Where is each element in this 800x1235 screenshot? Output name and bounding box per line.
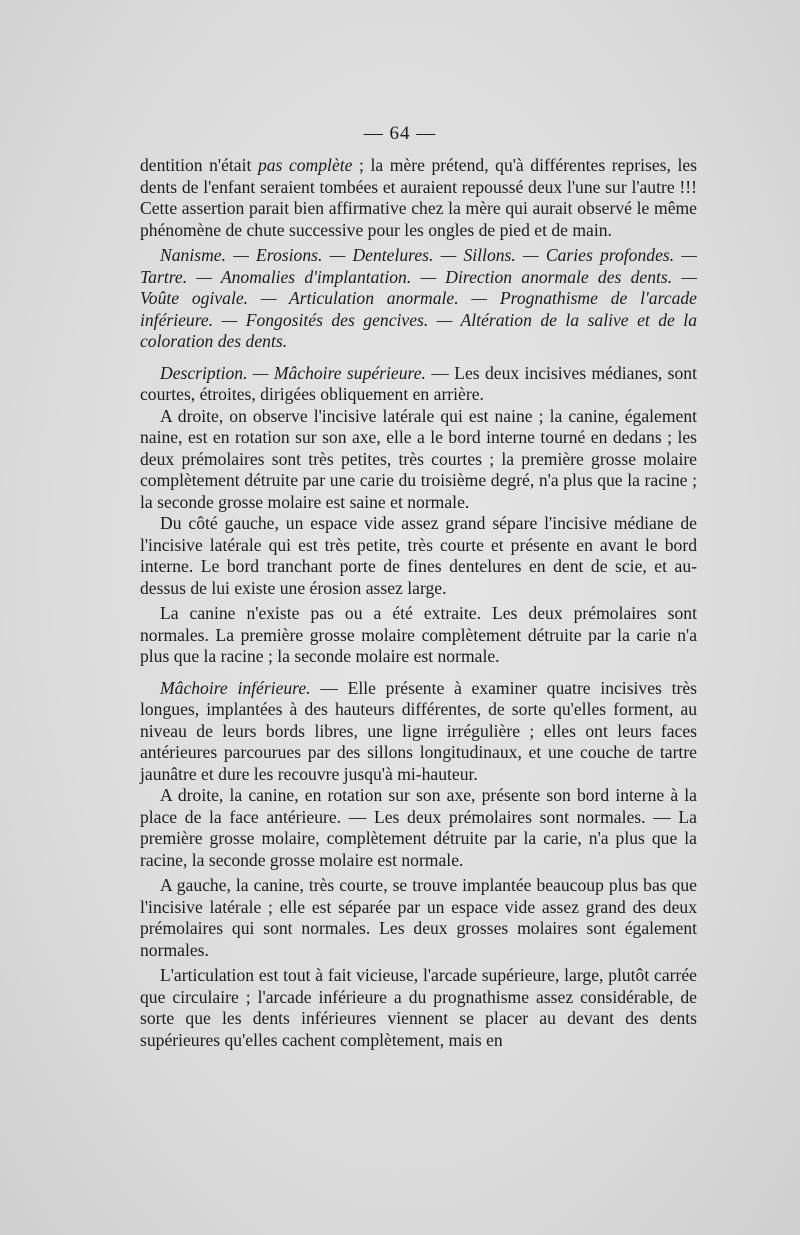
paragraph-symptoms: [140, 245, 697, 353]
text-run: dentition n'était: [140, 155, 258, 175]
text-run: A droite, on observe l'incisive latérale qui est naine ; la canine, également naine, est en rotation sur son axe, elle a le bord interne tourné en dedans ; les deux prémolaires sont très petites, très courtes ; la première grosse molaire complètement détruite par une carie du troisième degré, n'a plus que la racine ; la seconde grosse molaire est saine et normale.: [140, 405, 697, 512]
text-run: A gauche, la canine, très courte, se trouve implantée beaucoup plus bas que l'incisive latérale ; elle est séparée par un espace vide assez grand des deux prémolaires qui sont normales. Les deux grosses molaires sont également normales.: [140, 875, 697, 960]
paragraph-lower-left: [140, 875, 697, 961]
paragraph-description: [140, 363, 697, 406]
paragraph-upper-right: [140, 406, 697, 514]
italic-run: Nanisme. — Erosions. — Dentelures. — Sillons. — Caries profondes. — Tartre. — Anomalies d'implantation. — Direction anormale des dents. — Voûte ogivale. — Articulation anormale. — Prognathisme de l'arcade inférieure. — Fongosités des gencives. — Altération de la salive et de la coloration des dents.: [140, 245, 697, 351]
text-run: — Elle présente à examiner quatre incisives très longues, implantées à des hauteurs différentes, de sorte qu'elles forment, au niveau de leurs bords libres, une ligne irrégulière ; elles ont leurs faces antérieures parcourues par des sillons longitudinaux, et une couche de tartre jaunâtre et dure les recouvre jusqu'à mi-hauteur.: [140, 677, 697, 784]
text-run: La canine n'existe pas ou a été extraite. Les deux prémolaires sont normales. La première grosse molaire complètement détruite par la carie n'a plus que la racine ; la seconde molaire est normale.: [140, 603, 697, 666]
paragraph-articulation: [140, 965, 697, 1051]
paragraph-upper-left: [140, 513, 697, 599]
text-run: ; la mère prétend, qu'à différentes reprises, les dents de l'enfant seraient tombées et auraient repoussé deux l'une sur l'autre !!! Cette assertion parait bien affirmative chez la mère qui aurait observé le même phénomène de chute successive pour les ongles de pied et de main.: [140, 155, 697, 240]
text-run: Du côté gauche, un espace vide assez grand sépare l'incisive médiane de l'incisive latérale qui est très petite, très courte et présente en avant le bord interne. Le bord tranchant porte de fines dentelures en dent de scie, et au-dessus de lui existe une érosion assez large.: [140, 513, 697, 598]
paragraph-lower-jaw: [140, 678, 697, 786]
paragraph-upper-canine: [140, 603, 697, 668]
italic-run: Description. — Mâchoire supérieure.: [160, 362, 426, 383]
body-text: [140, 155, 697, 1051]
paragraph-lower-right: [140, 785, 697, 871]
italic-run: Mâchoire inférieure.: [160, 677, 311, 698]
italic-run: pas complète: [257, 155, 353, 175]
page-number: — 64 —: [363, 123, 437, 144]
text-run: A droite, la canine, en rotation sur son axe, présente son bord interne à la place de la face antérieure. — Les deux prémolaires sont normales. — La première grosse molaire, complètement détruite par la carie, n'a plus que la racine, la seconde grosse molaire est normale.: [140, 785, 697, 870]
text-run: — Les deux incisives médianes, sont courtes, étroites, dirigées obliquement en arrière.: [140, 362, 697, 404]
paragraph-dentition: [140, 155, 697, 241]
text-run: L'articulation est tout à fait vicieuse, l'arcade supérieure, large, plutôt carrée que circulaire ; l'arcade inférieure a du prognathisme assez considérable, de sorte que les dents inférieures viennent se placer au devant des dents supérieures qu'elles cachent complètement, mais en: [140, 965, 697, 1050]
